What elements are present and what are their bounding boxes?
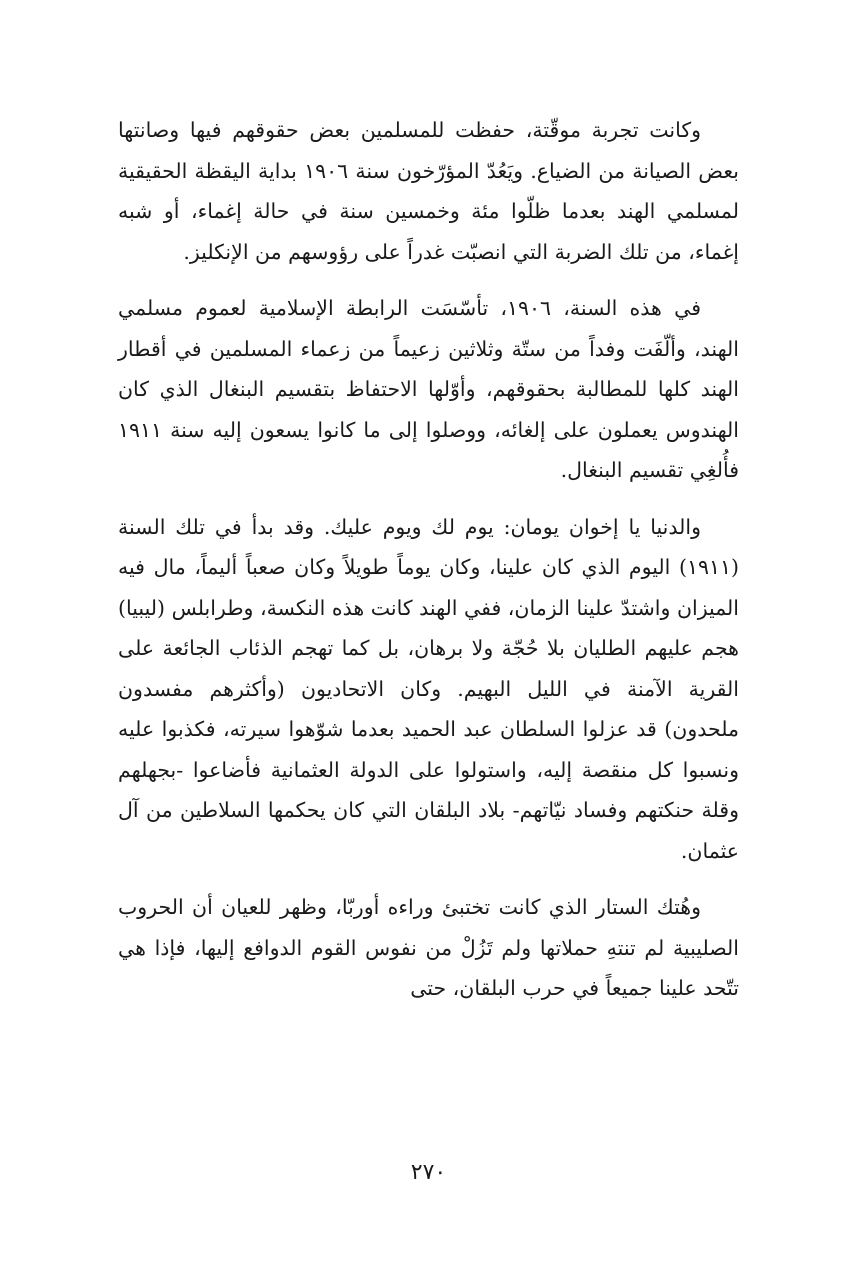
page-number: ٢٧٠ bbox=[410, 1160, 447, 1185]
paragraph-3: والدنيا يا إخوان يومان: يوم لك ويوم عليك. وقد بدأ في تلك السنة (١٩١١) اليوم الذي كان علينا، وكان يوماً طويلاً وكان صعباً أليماً، مال فيه الميزان واشتدّ علينا الزمان، ففي الهند كانت هذه النكسة، وطرابلس (ليبيا) هجم عليهم الطليان بلا حُجّة ولا برهان، بل كما تهجم الذئاب الجائعة على القرية الآمنة في الليل البهيم. وكان الاتحاديون (وأكثرهم مفسدون ملحدون) قد عزلوا السلطان عبد الحميد بعدما شوّهوا سيرته، فكذبوا عليه ونسبوا كل منقصة إليه، واستولوا على الدولة العثمانية فأضاعوا -بجهلهم وقلة حنكتهم وفساد نيّاتهم- بلاد البلقان التي كان يحكمها السلاطين من آل عثمان. bbox=[118, 514, 739, 863]
paragraph-2: في هذه السنة، ١٩٠٦، تأسّسَت الرابطة الإسلامية لعموم مسلمي الهند، وألّفَت وفداً من ستّة وثلاثين زعيماً من زعماء المسلمين في أقطار الهند كلها للمطالبة بحقوقهم، وأوّلها الاحتفاظ بتقسيم البنغال الذي كان الهندوس يعملون على إلغائه، ووصلوا إلى ما كانوا يسعون إليه سنة ١٩١١ فأُلغِي تقسيم البنغال. bbox=[118, 296, 739, 482]
paragraph-1: وكانت تجربة موقّتة، حفظت للمسلمين بعض حقوقهم فيها وصانتها بعض الصيانة من الضياع. ويَعُدّ المؤرّخون سنة ١٩٠٦ بداية اليقظة الحقيقية لمسلمي الهند بعدما ظلّوا مئة وخمسين سنة في حالة إغماء، أو شبه إغماء، من تلك الضربة التي انصبّت غدراً على رؤوسهم من الإنكليز. bbox=[118, 118, 739, 264]
paragraph-4: وهُتك الستار الذي كانت تختبئ وراءه أوربّا، وظهر للعيان أن الحروب الصليبية لم تنتهِ حملاتها ولم تَزُلْ من نفوس القوم الدوافع إليها، فإذا هي تتّحد علينا جميعاً في حرب البلقان، حتى bbox=[118, 895, 739, 1000]
body-text bbox=[118, 110, 739, 1025]
